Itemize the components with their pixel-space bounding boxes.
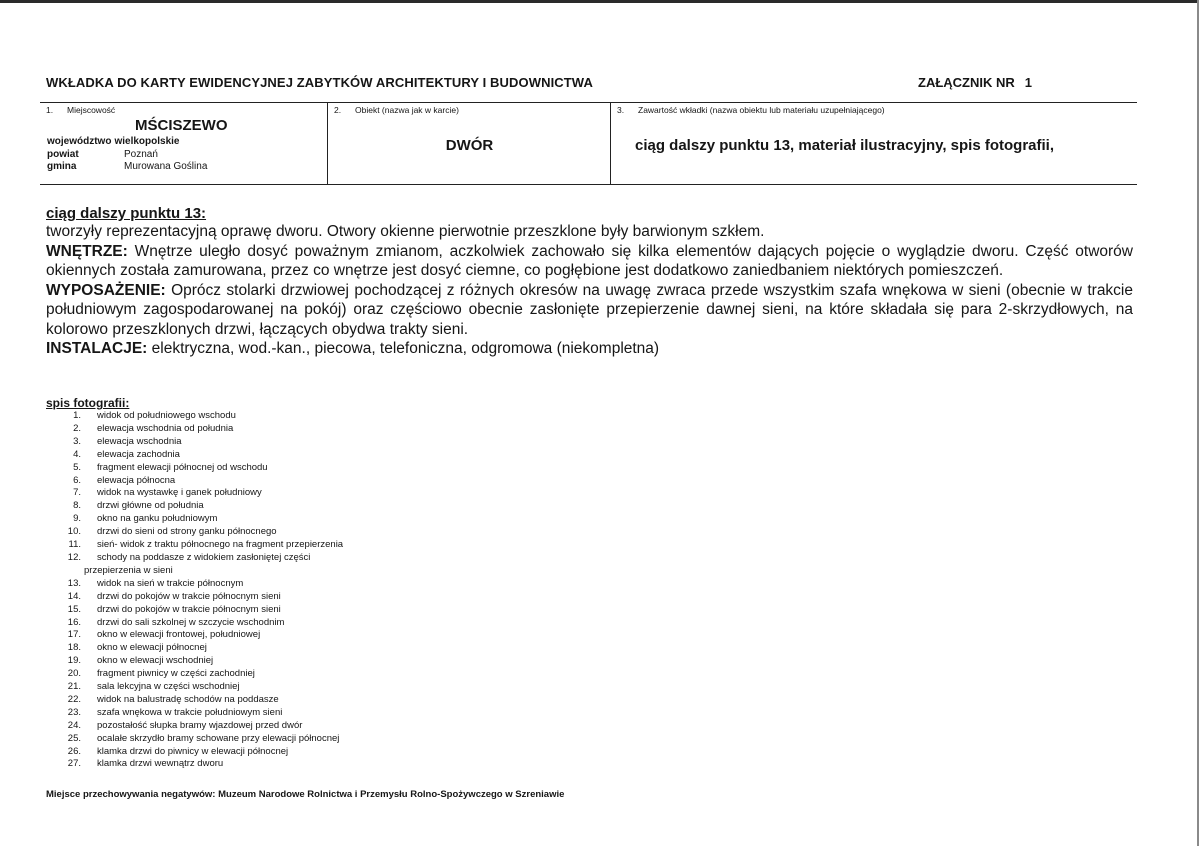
header-table (40, 102, 1137, 185)
photo-number: 20. (67, 668, 81, 680)
photo-list-item (60, 617, 560, 630)
locality-label (46, 105, 115, 115)
continuation-heading: ciąg dalszy punktu 13: (46, 205, 207, 222)
photo-caption: elewacja północna (97, 474, 176, 486)
photo-list-item (60, 487, 560, 500)
photo-number: 16. (67, 616, 81, 628)
photo-caption: widok na wystawkę i ganek południowy (97, 487, 262, 499)
intro-paragraph: tworzyły reprezentacyjną oprawę dworu. Otwory okienne pierwotnie przeszklone były barwionym szkłem. (46, 223, 765, 240)
photo-caption: fragment elewacji północnej od wschodu (97, 461, 268, 473)
photo-number: 17. (67, 629, 81, 641)
photo-number: 26. (67, 745, 81, 757)
photo-list-item (60, 500, 560, 513)
photo-caption: elewacja zachodnia (97, 448, 180, 460)
photo-number: 8. (73, 500, 81, 512)
photo-caption: okno na ganku południowym (97, 513, 218, 525)
equipment-paragraph (46, 281, 1133, 340)
town-name: MŚCISZEWO (135, 117, 228, 134)
photo-number: 4. (73, 448, 81, 460)
annex-number: 1 (1024, 75, 1032, 90)
annex-label-text: ZAŁĄCZNIK NR (918, 75, 1015, 90)
photo-caption: szafa wnękowa w trakcie południowym sieni (97, 706, 283, 718)
photo-caption: drzwi do pokojów w trakcie północnym sieni (97, 603, 281, 615)
photo-list (60, 410, 560, 771)
photo-caption: sala lekcyjna w części wschodniej (97, 681, 240, 693)
photo-list-item (60, 758, 560, 771)
contents-number: 3. (617, 105, 625, 115)
photo-list-item (60, 707, 560, 720)
photo-caption: widok na balustradę schodów na poddasze (97, 693, 279, 705)
photo-number: 25. (67, 732, 81, 744)
photo-list-item (60, 720, 560, 733)
photo-number: 22. (67, 693, 81, 705)
voivodeship-label: województwo (47, 136, 112, 147)
photo-number: 21. (67, 681, 81, 693)
photo-number: 13. (67, 577, 81, 589)
photo-caption: drzwi główne od południa (97, 500, 204, 512)
photo-list-item (60, 462, 560, 475)
contents-value: ciąg dalszy punktu 13, materiał ilustracyjny, spis fotografii, (635, 137, 1055, 154)
object-name: DWÓR (445, 137, 494, 154)
commune-label: gmina (47, 161, 77, 172)
photo-list-item (60, 668, 560, 681)
photo-list-item (60, 642, 560, 655)
locality-label-text: Miejscowość (67, 105, 116, 115)
photo-number: 9. (73, 513, 81, 525)
photo-list-item (60, 449, 560, 462)
photo-caption: ocalałe skrzydło bramy schowane przy elewacji północnej (97, 732, 340, 744)
photo-caption: elewacja wschodnia od południa (97, 422, 234, 434)
photo-caption: fragment piwnicy w części zachodniej (97, 668, 255, 680)
voivodeship-value: wielkopolskie (114, 136, 180, 147)
photo-list-item (60, 539, 560, 552)
photo-number: 7. (73, 487, 81, 499)
photo-list-item (60, 513, 560, 526)
interior-label: WNĘTRZE: (46, 242, 128, 260)
photo-number: 23. (67, 706, 81, 718)
object-label (334, 105, 459, 115)
photo-list-item (60, 694, 560, 707)
photo-number: 1. (73, 410, 81, 421)
contents-label (617, 105, 885, 115)
photo-caption: drzwi do pokojów w trakcie północnym sieni (97, 590, 281, 602)
photo-number: 2. (73, 422, 81, 434)
county-label: powiat (47, 148, 79, 160)
photo-caption: okno w elewacji północnej (97, 642, 207, 654)
scan-edge-top (0, 0, 1199, 3)
photo-number: 12. (67, 551, 81, 563)
continuation-body (46, 222, 1133, 359)
photo-list-item (60, 410, 560, 423)
locality-cell (40, 103, 327, 184)
photo-number: 6. (73, 474, 81, 486)
photo-caption: schody na poddasze z widokiem zasłoniętej części (97, 551, 311, 563)
equipment-text: Oprócz stolarki drzwiowej pochodzącej z różnych okresów na uwagę zwraca przede wszystkim szafa wnękowa w sieni (obecnie w trakcie południowym zagospodarowanej na pokój) oraz częściowo obecnie zasłonięte przepierzenie dawnej sieni, na które składała się para 2-skrzydłowych, na kolorowo przeszklonych drzwi, łączących obydwa trakty sieni. (46, 281, 1133, 338)
photo-list-item (60, 436, 560, 449)
photo-caption: okno w elewacji wschodniej (97, 655, 214, 667)
photo-list-item (60, 733, 560, 746)
photo-caption-continued: przepierzenia w sieni (84, 564, 173, 576)
photo-list-item (60, 552, 560, 578)
photo-list-item (60, 746, 560, 759)
interior-text: Wnętrze uległo dosyć poważnym zmianom, aczkolwiek zachowało się kilka elementów dających pojęcie o wyglądzie dworu. Część otworów okiennych została zamurowana, przez co wnętrze jest dosyć ciemne, co pogłębione jest dodatkowo zaniedbaniem niektórych pomieszczeń. (46, 242, 1133, 279)
document-title: WKŁADKA DO KARTY EWIDENCYJNEJ ZABYTKÓW ARCHITEKTURY I BUDOWNICTWA (46, 75, 593, 90)
equipment-label: WYPOSAŻENIE: (46, 281, 166, 299)
photo-number: 18. (67, 642, 81, 654)
commune-row (47, 161, 207, 174)
photo-list-item (60, 423, 560, 436)
county-row (47, 149, 207, 162)
installations-paragraph (46, 339, 1133, 359)
photo-list-item (60, 578, 560, 591)
photo-number: 11. (68, 539, 81, 551)
object-cell (327, 103, 611, 184)
photo-number: 24. (67, 719, 81, 731)
photo-number: 15. (67, 603, 81, 615)
photo-number: 10. (67, 526, 81, 538)
photo-list-item (60, 591, 560, 604)
contents-cell (610, 103, 1138, 184)
negatives-storage-note: Miejsce przechowywania negatywów: Muzeum Narodowe Rolnictwa i Przemysłu Rolno-Spożywczego w Szreniawie (46, 789, 565, 800)
county-value: Poznań (124, 148, 158, 160)
object-number: 2. (334, 105, 342, 115)
photo-caption: drzwi do sali szkolnej w szczycie wschodnim (97, 616, 285, 628)
photo-list-item (60, 604, 560, 617)
photo-list-item (60, 526, 560, 539)
photo-caption: klamka drzwi wewnątrz dworu (97, 758, 224, 770)
photo-caption: widok na sień w trakcie północnym (97, 577, 244, 589)
voivodeship-row (47, 136, 207, 149)
photo-caption: elewacja wschodnia (97, 435, 182, 447)
photo-number: 14. (67, 590, 81, 602)
photo-caption: widok od południowego wschodu (97, 410, 236, 421)
locality-number: 1. (46, 105, 54, 115)
contents-label-text: Zawartość wkładki (nazwa obiektu lub materiału uzupełniającego) (638, 105, 885, 115)
photo-caption: klamka drzwi do piwnicy w elewacji północnej (97, 745, 289, 757)
photo-list-item (60, 681, 560, 694)
photo-number: 27. (67, 758, 81, 770)
photo-list-item (60, 629, 560, 642)
photo-number: 19. (67, 655, 81, 667)
interior-paragraph (46, 242, 1133, 281)
photo-list-heading: spis fotografii: (46, 396, 130, 410)
object-label-text: Obiekt (nazwa jak w karcie) (355, 105, 459, 115)
administrative-info (47, 136, 207, 174)
installations-label: INSTALACJE: (46, 340, 148, 357)
photo-number: 3. (73, 435, 81, 447)
photo-caption: pozostałość słupka bramy wjazdowej przed dwór (97, 719, 303, 731)
photo-caption: sień- widok z traktu północnego na fragment przepierzenia (97, 539, 344, 551)
annex-label (918, 75, 1032, 90)
photo-list-item (60, 655, 560, 668)
photo-list-item (60, 475, 560, 488)
photo-caption: drzwi do sieni od strony ganku północnego (97, 526, 277, 538)
photo-number: 5. (73, 461, 81, 473)
photo-caption: okno w elewacji frontowej, południowej (97, 629, 261, 641)
commune-value: Murowana Goślina (124, 161, 208, 172)
installations-text: elektryczna, wod.-kan., piecowa, telefoniczna, odgromowa (niekompletna) (147, 340, 660, 357)
